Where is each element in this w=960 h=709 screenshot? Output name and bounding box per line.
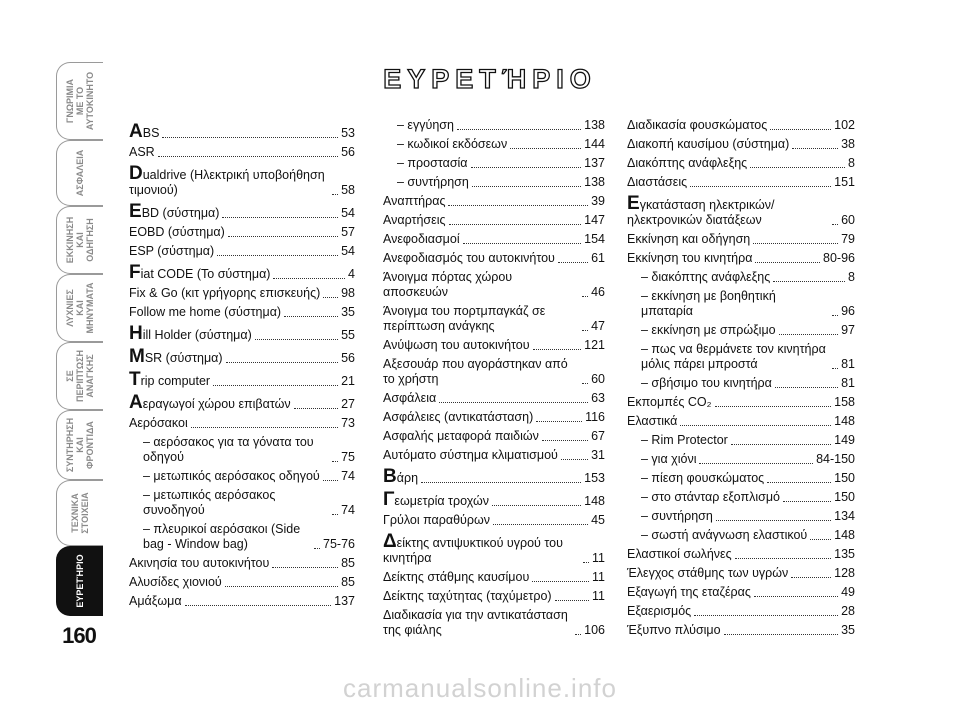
tab-lights-messages[interactable] xyxy=(56,274,103,342)
index-entry[interactable] xyxy=(383,338,605,353)
index-entry[interactable] xyxy=(627,323,855,338)
leader-dots xyxy=(561,459,588,460)
index-entry[interactable] xyxy=(129,435,355,465)
leader-dots xyxy=(158,156,338,157)
entry-page: 60 xyxy=(591,372,605,386)
tab-label: ΕΚΚΙΝΗΣΗ ΚΑΙ ΟΔΗΓΗΣΗ xyxy=(65,216,95,264)
entry-page: 53 xyxy=(341,126,355,140)
entry-page: 74 xyxy=(341,469,355,483)
index-entry[interactable] xyxy=(383,448,605,463)
tab-label: ΓΝΩΡΙΜΙΑ ΜΕ ΤΟ ΑΥΤΟΚΙΝΗΤΟ xyxy=(65,71,95,131)
entry-term: Αμάξωμα xyxy=(129,594,182,608)
leader-dots xyxy=(582,330,588,331)
entry-term: Γεωμετρία τροχών xyxy=(383,489,489,510)
index-entry[interactable] xyxy=(383,513,605,528)
leader-dots xyxy=(273,278,345,279)
entry-page: 80-96 xyxy=(823,251,855,265)
entry-term: – εκκίνηση με σπρώξιμο xyxy=(641,323,776,337)
entry-term: – σωστή ανάγνωση ελαστικού xyxy=(641,528,808,542)
index-entry[interactable] xyxy=(383,118,605,133)
leader-dots xyxy=(332,194,338,195)
entry-term: – εγγύηση xyxy=(397,118,454,132)
entry-term: EOBD (σύστημα) xyxy=(129,225,225,239)
leader-dots xyxy=(783,501,831,502)
index-entry[interactable] xyxy=(129,262,355,283)
index-entry[interactable] xyxy=(627,566,855,581)
entry-term: Ασφαλής μεταφορά παιδιών xyxy=(383,429,539,443)
leader-dots xyxy=(832,315,838,316)
leader-dots xyxy=(213,385,338,386)
leader-dots xyxy=(294,408,338,409)
leader-dots xyxy=(191,427,338,428)
index-entry[interactable] xyxy=(129,488,355,518)
leader-dots xyxy=(773,281,845,282)
index-entry[interactable] xyxy=(383,194,605,209)
leader-dots xyxy=(779,334,838,335)
entry-term: ESP (σύστημα) xyxy=(129,244,215,258)
entry-page: 102 xyxy=(834,118,855,132)
leader-dots xyxy=(323,297,338,298)
entry-page: 45 xyxy=(591,513,605,527)
index-entry[interactable] xyxy=(383,429,605,444)
entry-page: 134 xyxy=(834,509,855,523)
index-entry[interactable] xyxy=(627,175,855,190)
page-title: ΕΥΡΕΤΉΡΙΟ xyxy=(383,64,597,94)
entry-page: 58 xyxy=(341,183,355,197)
leader-dots xyxy=(332,461,338,462)
entry-page: 81 xyxy=(841,357,855,371)
entry-term: Hill Holder (σύστημα) xyxy=(129,323,252,344)
index-entry[interactable] xyxy=(383,570,605,585)
entry-term: – εκκίνηση με βοηθητική μπαταρία xyxy=(641,289,776,318)
leader-dots xyxy=(471,167,582,168)
entry-term: Γρύλοι παραθύρων xyxy=(383,513,491,527)
entry-page: 97 xyxy=(841,323,855,337)
index-entry[interactable] xyxy=(627,342,855,372)
entry-page: 35 xyxy=(841,623,855,637)
entry-term: – σβήσιμο του κινητήρα xyxy=(641,376,772,390)
entry-term: Ανεφοδιασμοί xyxy=(383,232,460,246)
entry-page: 137 xyxy=(584,156,605,170)
index-column-2 xyxy=(383,118,605,642)
index-entry[interactable] xyxy=(627,623,855,638)
entry-page: 31 xyxy=(591,448,605,462)
entry-term: Δείκτης αντιψυκτικού υγρού του κινητήρα xyxy=(383,531,563,565)
leader-dots xyxy=(699,463,813,464)
leader-dots xyxy=(731,444,831,445)
entry-page: 96 xyxy=(841,304,855,318)
entry-term: Trip computer xyxy=(129,369,211,390)
index-entry[interactable] xyxy=(129,286,355,301)
index-entry[interactable] xyxy=(383,608,605,638)
leader-dots xyxy=(225,586,338,587)
entry-page: 61 xyxy=(591,251,605,265)
index-entry[interactable] xyxy=(627,585,855,600)
entry-term: Follow me home (σύστημα) xyxy=(129,305,282,319)
leader-dots xyxy=(753,243,838,244)
index-column-3 xyxy=(627,118,855,642)
leader-dots xyxy=(228,236,338,237)
leader-dots xyxy=(810,539,831,540)
entry-term: Διαδικασία για την αντικατάσταση της φιάλης xyxy=(383,608,568,637)
index-entry[interactable] xyxy=(383,251,605,266)
entry-page: 154 xyxy=(584,232,605,246)
index-entry[interactable] xyxy=(627,433,855,448)
index-entry[interactable] xyxy=(383,304,605,334)
entry-page: 85 xyxy=(341,556,355,570)
index-entry[interactable] xyxy=(627,118,855,133)
index-entry[interactable] xyxy=(383,531,605,566)
entry-page: 75-76 xyxy=(323,537,355,551)
entry-term: – πλευρικοί αερόσακοι (Side bag - Window bag) xyxy=(143,522,301,551)
tab-label: ΣΥΝΤΗΡΗΣΗ ΚΑΙ ΦΡΟΝΤΙΔΑ xyxy=(65,417,95,473)
entry-page: 28 xyxy=(841,604,855,618)
leader-dots xyxy=(449,224,582,225)
entry-page: 60 xyxy=(841,213,855,227)
leader-dots xyxy=(272,567,338,568)
index-entry[interactable] xyxy=(383,589,605,604)
entry-page: 116 xyxy=(585,410,605,424)
tab-starting-driving[interactable] xyxy=(56,206,103,274)
entry-term: Ελαστικοί σωλήνες xyxy=(627,547,732,561)
entry-term: – για χιόνι xyxy=(641,452,697,466)
leader-dots xyxy=(690,186,831,187)
entry-term: Έλεγχος στάθμης των υγρών xyxy=(627,566,789,580)
index-entry[interactable] xyxy=(129,469,355,484)
leader-dots xyxy=(421,482,581,483)
entry-page: 153 xyxy=(584,471,605,485)
tab-label: ΤΕΧΝΙΚΑ ΣΤΟΙΧΕΙΑ xyxy=(70,492,90,534)
entry-term: Άνοιγμα πόρτας χώρου αποσκευών xyxy=(383,270,513,299)
entry-term: Βάρη xyxy=(383,466,419,487)
leader-dots xyxy=(558,262,588,263)
entry-page: 150 xyxy=(834,490,855,504)
entry-term: Έξυπνο πλύσιμο xyxy=(627,623,721,637)
entry-page: 57 xyxy=(341,225,355,239)
entry-page: 148 xyxy=(834,414,855,428)
entry-term: Ανεφοδιασμός του αυτοκινήτου xyxy=(383,251,555,265)
index-entry[interactable] xyxy=(129,201,355,222)
entry-term: ASR xyxy=(129,145,155,159)
tab-label: ΛΥΧΝΙΕΣ ΚΑΙ ΜΗΝΥΜΑΤΑ xyxy=(65,282,95,334)
index-entry[interactable] xyxy=(129,575,355,590)
leader-dots xyxy=(472,186,581,187)
index-entry[interactable] xyxy=(129,522,355,552)
leader-dots xyxy=(284,316,338,317)
tab-safety[interactable] xyxy=(56,140,103,206)
leader-dots xyxy=(536,421,582,422)
entry-page: 49 xyxy=(841,585,855,599)
leader-dots xyxy=(750,167,845,168)
entry-page: 73 xyxy=(341,416,355,430)
entry-page: 138 xyxy=(584,118,605,132)
leader-dots xyxy=(755,262,820,263)
index-entry[interactable] xyxy=(129,369,355,390)
leader-dots xyxy=(532,581,589,582)
leader-dots xyxy=(582,296,588,297)
index-entry[interactable] xyxy=(627,490,855,505)
index-entry[interactable] xyxy=(627,232,855,247)
entry-page: 150 xyxy=(834,471,855,485)
tab-getting-to-know[interactable] xyxy=(56,62,103,140)
entry-page: 8 xyxy=(848,270,855,284)
entry-page: 149 xyxy=(834,433,855,447)
leader-dots xyxy=(832,368,838,369)
index-entry[interactable] xyxy=(627,156,855,171)
entry-page: 67 xyxy=(591,429,605,443)
entry-page: 56 xyxy=(341,145,355,159)
entry-term: Ασφάλεια xyxy=(383,391,437,405)
index-entry[interactable] xyxy=(383,466,605,487)
leader-dots xyxy=(724,634,839,635)
entry-term: Διαστάσεις xyxy=(627,175,688,189)
entry-term: – Rim Protector xyxy=(641,433,728,447)
leader-dots xyxy=(314,548,320,549)
entry-page: 128 xyxy=(834,566,855,580)
index-entry[interactable] xyxy=(383,137,605,152)
entry-page: 46 xyxy=(591,285,605,299)
index-entry[interactable] xyxy=(129,305,355,320)
index-entry[interactable] xyxy=(129,556,355,571)
leader-dots xyxy=(323,480,338,481)
entry-page: 98 xyxy=(341,286,355,300)
index-entry[interactable] xyxy=(627,509,855,524)
index-entry[interactable] xyxy=(129,346,355,367)
entry-page: 35 xyxy=(341,305,355,319)
entry-term: Αναρτήσεις xyxy=(383,213,446,227)
entry-page: 158 xyxy=(834,395,855,409)
entry-term: Ανύψωση του αυτοκινήτου xyxy=(383,338,530,352)
index-entry[interactable] xyxy=(383,156,605,171)
index-entry[interactable] xyxy=(627,193,855,228)
entry-term: – μετωπικός αερόσακος συνοδηγού xyxy=(143,488,276,517)
leader-dots xyxy=(792,148,838,149)
leader-dots xyxy=(555,600,589,601)
entry-page: 47 xyxy=(591,319,605,333)
entry-page: 148 xyxy=(834,528,855,542)
leader-dots xyxy=(770,129,831,130)
entry-page: 63 xyxy=(591,391,605,405)
entry-term: – αερόσακος για τα γόνατα του οδηγού xyxy=(143,435,314,464)
entry-term: Ακινησία του αυτοκινήτου xyxy=(129,556,270,570)
entry-term: – συντήρηση xyxy=(641,509,713,523)
entry-term: Αλυσίδες χιονιού xyxy=(129,575,222,589)
index-entry[interactable] xyxy=(627,528,855,543)
entry-page: 21 xyxy=(341,374,355,388)
leader-dots xyxy=(583,562,589,563)
leader-dots xyxy=(492,505,581,506)
entry-term: Εκκίνηση και οδήγηση xyxy=(627,232,751,246)
entry-term: – μετωπικός αερόσακος οδηγού xyxy=(143,469,320,483)
entry-page: 106 xyxy=(584,623,605,637)
entry-term: – πως να θερμάνετε τον κινητήρα μόλις πάρει μπροστά xyxy=(641,342,826,371)
index-entry[interactable] xyxy=(129,594,355,609)
entry-page: 11 xyxy=(592,570,605,584)
entry-page: 27 xyxy=(341,397,355,411)
entry-page: 84-150 xyxy=(816,452,855,466)
entry-page: 38 xyxy=(841,137,855,151)
leader-dots xyxy=(185,605,332,606)
entry-term: Αξεσουάρ που αγοράστηκαν από το χρήστη xyxy=(383,357,568,386)
index-column-1 xyxy=(129,118,355,613)
entry-term: – πίεση φουσκώματος xyxy=(641,471,765,485)
index-entry[interactable] xyxy=(627,547,855,562)
leader-dots xyxy=(510,148,581,149)
entry-term: Ασφάλειες (αντικατάσταση) xyxy=(383,410,534,424)
index-entry[interactable] xyxy=(627,137,855,152)
index-entry[interactable] xyxy=(383,270,605,300)
watermark: carmanualsonline.info xyxy=(343,673,617,703)
tab-maintenance[interactable] xyxy=(56,410,103,480)
entry-term: Εξαγωγή της εταζέρας xyxy=(627,585,751,599)
tab-label: ΕΥΡΕΤΉΡΙΟ xyxy=(75,554,85,608)
index-entry[interactable] xyxy=(129,145,355,160)
entry-page: 4 xyxy=(348,267,355,281)
entry-term: Άνοιγμα του πορτμπαγκάζ σε περίπτωση ανάγκης xyxy=(383,304,546,333)
leader-dots xyxy=(439,402,588,403)
tab-emergency[interactable] xyxy=(56,342,103,410)
entry-term: – διακόπτης ανάφλεξης xyxy=(641,270,771,284)
entry-page: 121 xyxy=(584,338,605,352)
index-entry[interactable] xyxy=(383,410,605,425)
leader-dots xyxy=(754,596,838,597)
index-entry[interactable] xyxy=(627,376,855,391)
index-entry[interactable] xyxy=(383,489,605,510)
leader-dots xyxy=(457,129,581,130)
entry-page: 147 xyxy=(584,213,605,227)
entry-term: ABS xyxy=(129,121,160,142)
leader-dots xyxy=(533,349,582,350)
leader-dots xyxy=(832,224,838,225)
index-entry[interactable] xyxy=(627,452,855,467)
entry-page: 85 xyxy=(341,575,355,589)
leader-dots xyxy=(217,255,338,256)
index-entry[interactable] xyxy=(627,604,855,619)
entry-term: Εξαερισμός xyxy=(627,604,692,618)
tab-technical-data[interactable] xyxy=(56,480,103,546)
entry-term: Εγκατάσταση ηλεκτρικών/ηλεκτρονικών διατάξεων xyxy=(627,193,775,227)
entry-page: 11 xyxy=(592,551,605,565)
index-entry[interactable] xyxy=(627,251,855,266)
entry-page: 75 xyxy=(341,450,355,464)
entry-page: 54 xyxy=(341,244,355,258)
index-entry[interactable] xyxy=(129,225,355,240)
entry-term: Εκπομπές CO₂ xyxy=(627,395,712,409)
tab-index[interactable] xyxy=(56,546,103,616)
entry-page: 39 xyxy=(591,194,605,208)
index-entry[interactable] xyxy=(627,270,855,285)
entry-term: EBD (σύστημα) xyxy=(129,201,220,222)
index-entry[interactable] xyxy=(627,414,855,429)
leader-dots xyxy=(226,362,339,363)
entry-term: – κωδικοί εκδόσεων xyxy=(397,137,508,151)
leader-dots xyxy=(680,425,831,426)
entry-page: 55 xyxy=(341,328,355,342)
entry-page: 54 xyxy=(341,206,355,220)
entry-page: 79 xyxy=(841,232,855,246)
entry-term: Διακόπτης ανάφλεξης xyxy=(627,156,748,170)
entry-term: Αεραγωγοί χώρου επιβατών xyxy=(129,392,291,413)
leader-dots xyxy=(542,440,588,441)
entry-term: Εκκίνηση του κινητήρα xyxy=(627,251,753,265)
leader-dots xyxy=(463,243,582,244)
index-entry[interactable] xyxy=(627,395,855,410)
leader-dots xyxy=(448,205,588,206)
leader-dots xyxy=(255,339,338,340)
leader-dots xyxy=(575,634,581,635)
entry-page: 56 xyxy=(341,351,355,365)
entry-page: 74 xyxy=(341,503,355,517)
leader-dots xyxy=(493,524,588,525)
entry-term: Δείκτης στάθμης καυσίμου xyxy=(383,570,530,584)
index-entry[interactable] xyxy=(129,392,355,413)
leader-dots xyxy=(162,137,338,138)
entry-page: 144 xyxy=(584,137,605,151)
index-entry[interactable] xyxy=(627,471,855,486)
leader-dots xyxy=(715,406,832,407)
entry-page: 138 xyxy=(584,175,605,189)
entry-term: – στο στάνταρ εξοπλισμό xyxy=(641,490,780,504)
entry-term: Δείκτης ταχύτητας (ταχύμετρο) xyxy=(383,589,552,603)
leader-dots xyxy=(791,577,831,578)
entry-term: Διαδικασία φουσκώματος xyxy=(627,118,768,132)
leader-dots xyxy=(332,514,338,515)
leader-dots xyxy=(582,383,588,384)
index-entry[interactable] xyxy=(129,323,355,344)
leader-dots xyxy=(716,520,831,521)
entry-term: Dualdrive (Ηλεκτρική υποβοήθηση τιμονιού) xyxy=(129,163,325,197)
entry-term: Ελαστικά xyxy=(627,414,678,428)
entry-page: 135 xyxy=(834,547,855,561)
entry-page: 81 xyxy=(841,376,855,390)
entry-term: Διακοπή καυσίμου (σύστημα) xyxy=(627,137,790,151)
entry-page: 137 xyxy=(334,594,355,608)
entry-term: – προστασία xyxy=(397,156,468,170)
page-number: 160 xyxy=(62,623,96,648)
entry-page: 148 xyxy=(584,494,605,508)
index-entry[interactable] xyxy=(383,213,605,228)
leader-dots xyxy=(735,558,832,559)
entry-term: Αερόσακοι xyxy=(129,416,188,430)
entry-term: Αναπτήρας xyxy=(383,194,446,208)
entry-term: Αυτόματο σύστημα κλιματισμού xyxy=(383,448,558,462)
index-entry[interactable] xyxy=(383,357,605,387)
entry-term: Fix & Go (κιτ γρήγορης επισκευής) xyxy=(129,286,321,300)
index-entry[interactable] xyxy=(383,232,605,247)
index-entry[interactable] xyxy=(383,175,605,190)
entry-term: – συντήρηση xyxy=(397,175,469,189)
index-entry[interactable] xyxy=(383,391,605,406)
entry-term: MSR (σύστημα) xyxy=(129,346,223,367)
leader-dots xyxy=(694,615,838,616)
entry-page: 8 xyxy=(848,156,855,170)
entry-page: 151 xyxy=(834,175,855,189)
leader-dots xyxy=(222,217,338,218)
index-entry[interactable] xyxy=(129,416,355,431)
tab-label: ΑΣΦΑΛΕΙΑ xyxy=(75,149,85,197)
index-entry[interactable] xyxy=(627,289,855,319)
entry-term: Fiat CODE (Το σύστημα) xyxy=(129,262,271,283)
index-entry[interactable] xyxy=(129,121,355,142)
leader-dots xyxy=(767,482,831,483)
leader-dots xyxy=(775,387,838,388)
entry-page: 11 xyxy=(592,589,605,603)
index-entry[interactable] xyxy=(129,163,355,198)
index-entry[interactable] xyxy=(129,244,355,259)
tab-label: ΣΕ ΠΕΡΙΠΤΩΣΗ ΑΝΑΓΚΗΣ xyxy=(65,350,95,402)
